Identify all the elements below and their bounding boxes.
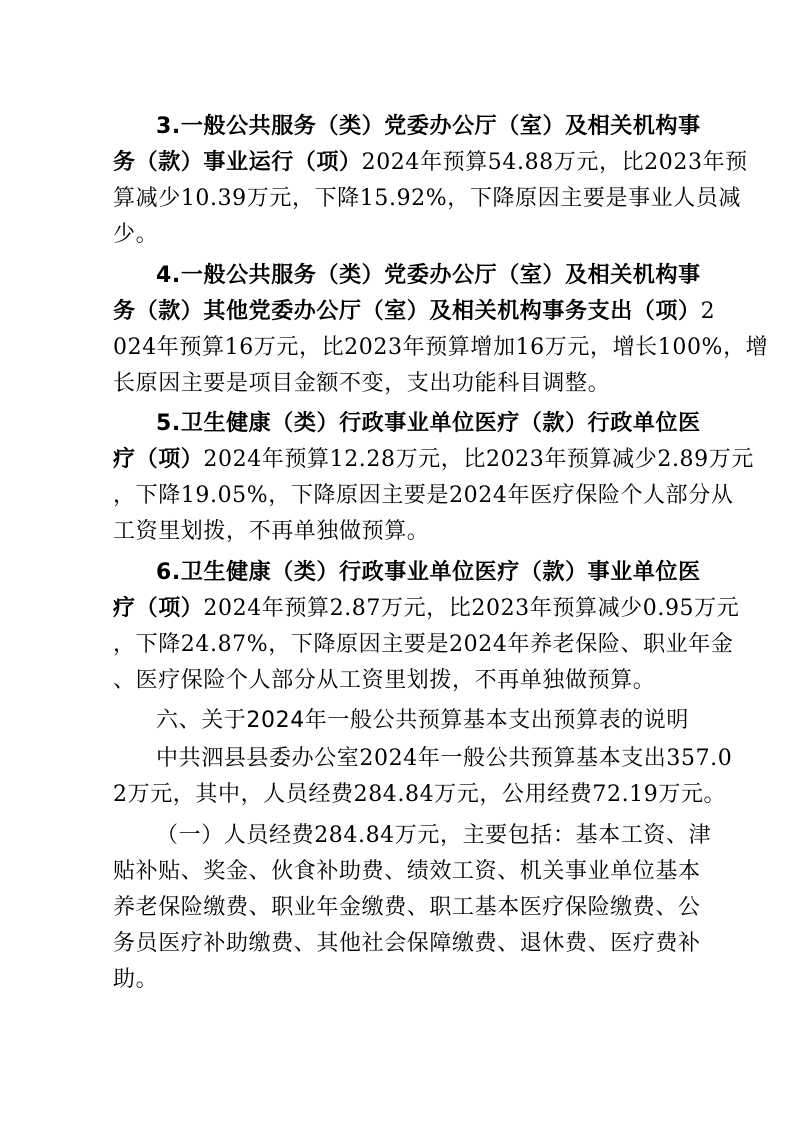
body-text: ，下降19.05%，下降原因主要是2024年医疗保险个人部分从	[113, 483, 734, 508]
paragraph-4-line-3	[113, 330, 769, 366]
body-text: 工资里划拨，不再单独做预算。	[113, 519, 430, 544]
bold-text: 务（款）事业运行（项）	[113, 150, 362, 175]
body-text: 少。	[113, 222, 159, 247]
body-text: 2024年预算54.88万元，比2023年预	[361, 150, 748, 175]
section-heading: 六、关于2024年一般公共预算基本支出预算表的说明	[156, 708, 689, 733]
personnel-line-2: 贴补贴、奖金、伙食补助费、绩效工资、机关事业单位基本	[113, 859, 701, 884]
body-text: 2024年预算12.28万元，比2023年预算减少2.89万元	[203, 447, 754, 472]
personnel-line-4: 务员医疗补助缴费、其他社会保障缴费、退休费、医疗费补	[113, 931, 701, 956]
personnel-line-1: （一）人员经费284.84万元，主要包括：基本工资、津	[156, 823, 712, 848]
paragraph-3-line-1	[156, 109, 701, 145]
body-text: 长原因主要是项目金额不变，支出功能科目调整。	[113, 371, 611, 396]
bold-text: 4.一般公共服务（类）党委办公厅（室）及相关机构事	[156, 263, 701, 288]
paragraph-4-line-4	[113, 366, 693, 402]
paragraph-6-line-4	[113, 663, 693, 699]
paragraph-4-line-2	[113, 294, 716, 330]
bold-text: 5.卫生健康（类）行政事业单位医疗（款）行政单位医	[156, 411, 701, 436]
personnel-line-5: 助。	[113, 967, 159, 992]
body-text: 2024年预算2.87万元，比2023年预算减少0.95万元	[203, 596, 740, 621]
bold-text: 务（款）其他党委办公厅（室）及相关机构事务支出（项）	[113, 299, 701, 324]
bold-text: 3.一般公共服务（类）党委办公厅（室）及相关机构事	[156, 114, 701, 139]
summary-line-2: 2万元，其中，人员经费284.84万元，公用经费72.19万元。	[113, 782, 727, 807]
paragraph-4-line-1	[156, 258, 701, 294]
paragraph-5-line-3	[113, 478, 734, 514]
paragraph-6-line-3	[113, 627, 734, 663]
bold-text: 6.卫生健康（类）行政事业单位医疗（款）事业单位医	[156, 560, 701, 585]
body-text: ，下降24.87%，下降原因主要是2024年养老保险、职业年金	[113, 632, 734, 657]
summary-line-1: 中共泗县县委办公室2024年一般公共预算基本支出357.0	[156, 746, 733, 771]
body-text: 024年预算16万元，比2023年预算增加16万元，增长100%，增	[113, 335, 769, 360]
paragraph-5-line-4	[113, 514, 693, 550]
bold-text: 疗（项）	[113, 596, 204, 621]
body-text: 2	[700, 299, 716, 324]
paragraph-3-line-4	[113, 217, 693, 253]
paragraph-6-line-2	[113, 591, 740, 627]
paragraph-5-line-1	[156, 406, 701, 442]
personnel-line-3: 养老保险缴费、职业年金缴费、职工基本医疗保险缴费、公	[113, 895, 701, 920]
paragraph-5-line-2	[113, 442, 754, 478]
paragraph-6-line-1	[156, 555, 701, 591]
body-text: 、医疗保险个人部分从工资里划拨，不再单独做预算。	[113, 668, 656, 693]
paragraph-3-line-2	[113, 145, 748, 181]
paragraph-3-line-3	[113, 181, 742, 217]
body-text: 算减少10.39万元，下降15.92%，下降原因主要是事业人员减	[113, 186, 742, 211]
bold-text: 疗（项）	[113, 447, 204, 472]
